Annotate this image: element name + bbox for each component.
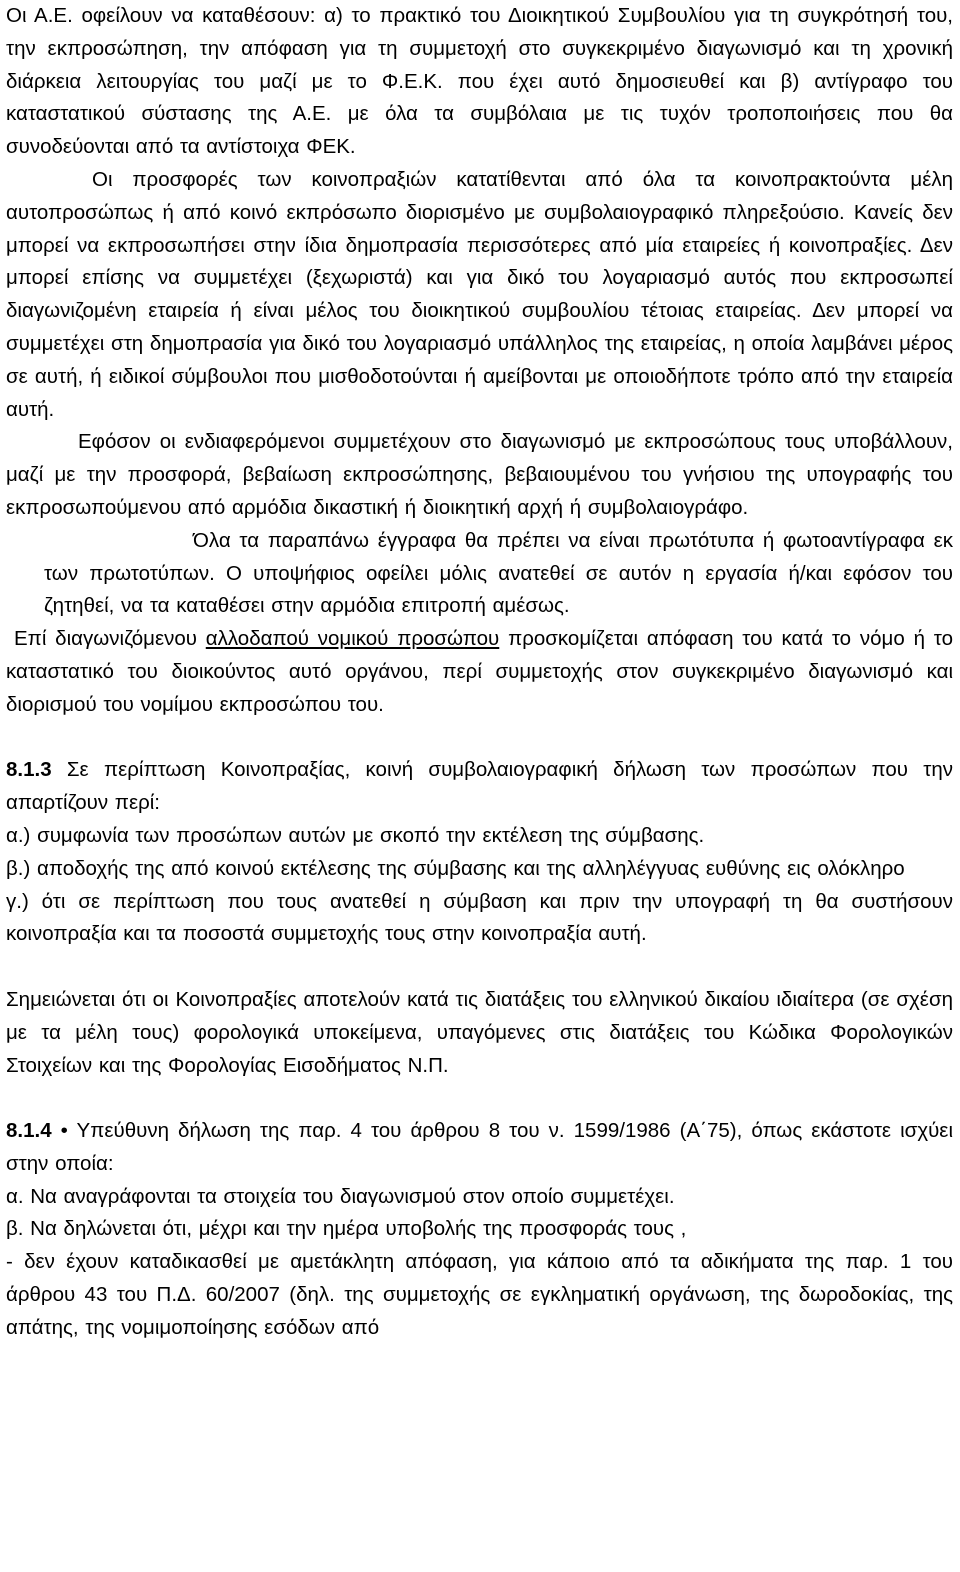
section-text: • Υπεύθυνη δήλωση της παρ. 4 του άρθρου 8 του ν. 1599/1986 (Α΄75), όπως εκάστοτε ισχύει στην οποία: [6, 1119, 953, 1175]
paragraph-foreign-entity [6, 623, 953, 721]
foreign-entity-pre: Επί διαγωνιζόμενου [14, 627, 206, 651]
section-8-1-4-item-b: β. Να δηλώνεται ότι, μέχρι και την ημέρα υποβολής της προσφοράς τους , [6, 1217, 687, 1241]
paragraph-representatives: Εφόσον οι ενδιαφερόμενοι συμμετέχουν στο διαγωνισμό με εκπροσώπους τους υποβάλλουν, μαζί με την προσφορά, βεβαίωση εκπροσώπησης, βεβαιουμένου του γνήσιου της υπογραφής του εκπροσωπούμενου από αρμόδια δικαστική ή διοικητική αρχή ή συμβολαιογράφο. [6, 430, 953, 519]
foreign-entity-post: προσκομίζεται απόφαση του κατά το νόμο ή το καταστατικό του διοικούντος αυτό οργάνου, περί συμμετοχής στον συγκεκριμένο διαγωνισμό και διορισμού του νομίμου εκπροσώπου του. [6, 627, 953, 716]
section-8-1-3-item-b: β.) αποδοχής της από κοινού εκτέλεσης της σύμβασης και της αλληλέγγυας ευθύνης εις ολόκληρο [6, 856, 905, 880]
section-8-1-3 [6, 754, 953, 820]
paragraph-joint-ventures: Οι προσφορές των κοινοπραξιών κατατίθενται από όλα τα κοινοπρακτούντα μέλη αυτοπροσώπως ή από κοινό εκπρόσωπο διορισμένο με συμβολαιογραφικό πληρεξούσιο. Κανείς δεν μπορεί να εκπροσωπήσει στην ίδια δημοπρασία περισσότερες από μία εταιρείες ή κοινοπραξίες. Δεν μπορεί επίσης να συμμετέχει (ξεχωριστά) και για δικό του λογαριασμό αυτός που εκπροσωπεί διαγωνιζομένη εταιρεία ή είναι μέλος του διοικητικού συμβουλίου τέτοιας εταιρείας. Δεν μπορεί να συμμετέχει στη δημοπρασία για δικό του λογαριασμό υπάλληλος της εταιρείας, η οποία λαμβάνει μέρος σε αυτή, ή ειδικοί σύμβουλοι που μισθοδοτούνται ή αμείβονται με οποιοδήποτε τρόπο από την εταιρεία αυτή. [6, 167, 953, 421]
section-number: 8.1.3 [6, 758, 52, 782]
paragraph-ae-obligations: Οι Α.Ε. οφείλουν να καταθέσουν: α) το πρακτικό του Διοικητικού Συμβουλίου για τη συγκρότησή του, την εκπροσώπηση, την απόφαση για τη συμμετοχή στο συγκεκριμένο διαγωνισμό και τη χρονική διάρκεια λειτουργίας του μαζί με το Φ.Ε.Κ. που έχει αυτό δημοσιευθεί και β) αντίγραφο του καταστατικού σύστασης της Α.Ε. με όλα τα συμβόλαια με τις τυχόν τροποποιήσεις που θα συνοδεύονται από τα αντίστοιχα ΦΕΚ. [6, 4, 953, 159]
section-text: Σε περίπτωση Κοινοπραξίας, κοινή συμβολαιογραφική δήλωση των προσώπων που την απαρτίζουν περί: [6, 758, 953, 815]
section-8-1-3-item-a: α.) συμφωνία των προσώπων αυτών με σκοπό την εκτέλεση της σύμβασης. [6, 823, 705, 847]
spacer [0, 1082, 960, 1115]
section-8-1-4-item-c: - δεν έχουν καταδικασθεί με αμετάκλητη απόφαση, για κάποιο από τα αδικήματα της παρ. 1 του άρθρου 43 του Π.Δ. 60/2007 (δηλ. της συμμετοχής σε εγκληματική οργάνωση, της δωροδοκίας, της απάτης, της νομιμοποίησης εσόδων από [6, 1250, 953, 1339]
spacer [0, 951, 960, 984]
section-8-1-4-item-a: α. Να αναγράφονται τα στοιχεία του διαγωνισμού στον οποίο συμμετέχει. [6, 1184, 675, 1208]
spacer [0, 722, 960, 755]
section-number: 8.1.4 [6, 1119, 52, 1143]
section-8-1-4 [6, 1115, 953, 1181]
paragraph-originals: Όλα τα παραπάνω έγγραφα θα πρέπει να είναι πρωτότυπα ή φωτοαντίγραφα εκ των πρωτοτύπων. Ο υποψήφιος οφείλει μόλις ανατεθεί σε αυτόν η εργασία ή/και εφόσον του ζητηθεί, να τα καταθέσει στην αρμόδια επιτροπή αμέσως. [44, 528, 953, 618]
paragraph-tax-note: Σημειώνεται ότι οι Κοινοπραξίες αποτελούν κατά τις διατάξεις του ελληνικού δικαίου ιδιαίτερα (σε σχέση με τα μέλη τους) φορολογικά υποκείμενα, υπαγόμενες στις διατάξεις του Κώδικα Φορολογικών Στοιχείων και της Φορολογίας Εισοδήματος Ν.Π. [6, 987, 953, 1077]
section-8-1-3-item-c: γ.) ότι σε περίπτωση που τους ανατεθεί η σύμβαση και πριν την υπογραφή τη θα συστήσουν κοινοπραξία και τα ποσοστά συμμετοχής τους στην κοινοπραξία αυτή. [6, 889, 953, 946]
foreign-entity-underlined: αλλοδαπού νομικού προσώπου [205, 627, 500, 651]
